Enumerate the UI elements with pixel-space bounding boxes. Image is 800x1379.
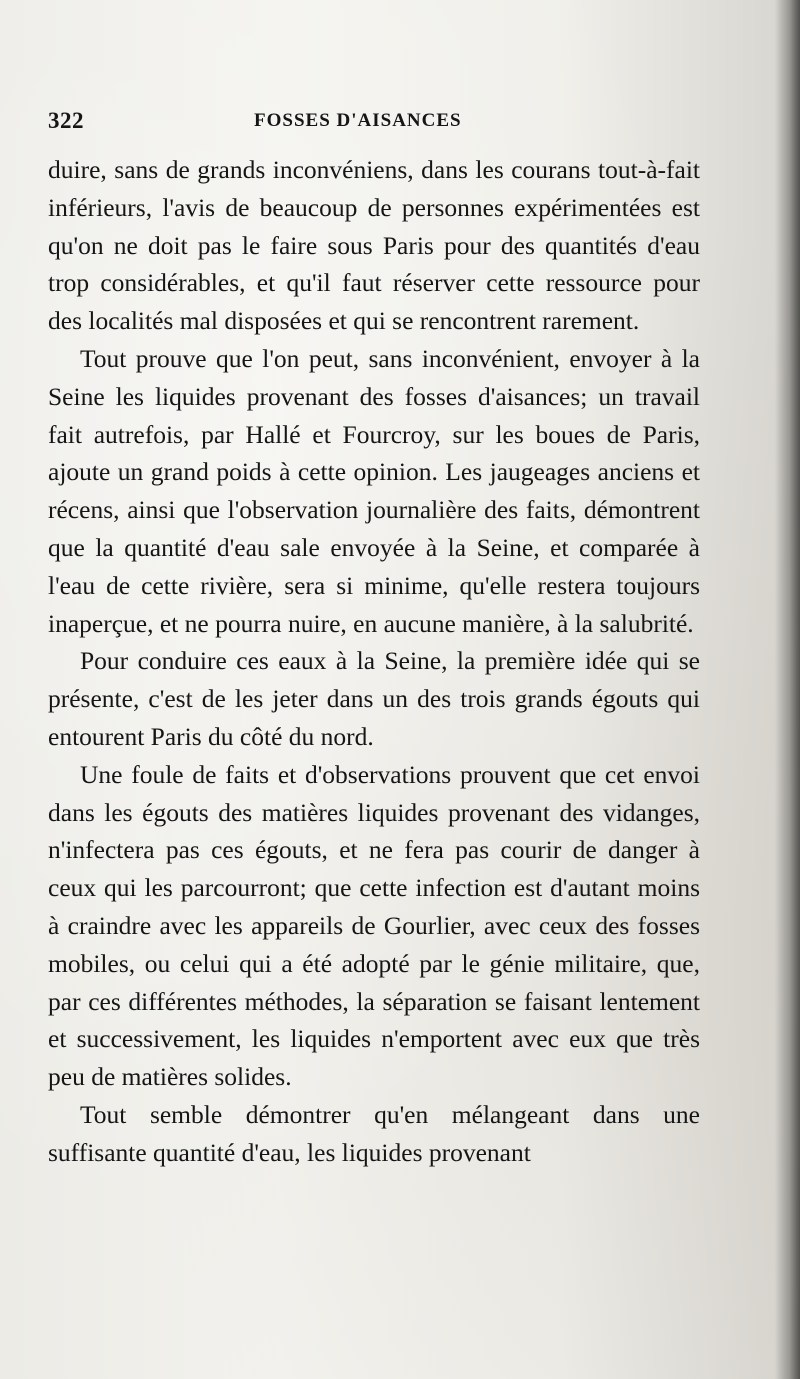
paragraph: Une foule de faits et d'observations prouvent que cet envoi dans les égouts des matières liquides provenant des vidanges, n'infectera pas ces égouts, et ne fera pas courir de danger à ceux qui les parcourront; que cette infection est d'autant moins à craindre avec les appareils de Gourlier, avec ceux des fosses mobiles, ou celui qui a été adopté par le génie militaire, que, par ces différentes méthodes, la séparation se faisant lentement et successivement, les liquides n'emportent avec eux que très peu de matières solides.	[48, 759, 700, 1092]
page-number: 322	[48, 108, 84, 133]
page-header	[48, 108, 698, 148]
paragraph: Pour conduire ces eaux à la Seine, la première idée qui se présente, c'est de les jeter dans un des trois grands égouts qui entourent Paris du côté du nord.	[48, 646, 700, 751]
body-text	[48, 151, 700, 1341]
spine-shadow	[774, 0, 800, 1379]
paragraph: Tout prouve que l'on peut, sans inconvénient, envoyer à la Seine les liquides provenant des fosses d'aisances; un travail fait autrefois, par Hallé et Fourcroy, sur les boues de Paris, ajoute un grand poids à cette opinion. Les jaugeages anciens et récens, ainsi que l'observation journalière des faits, démontrent que la quantité d'eau sale envoyée à la Seine, et comparée à l'eau de cette rivière, sera si minime, qu'elle restera toujours inaperçue, et ne pourra nuire, en aucune manière, à la salubrité.	[48, 343, 700, 638]
paragraph: Tout semble démontrer qu'en mélangeant dans une suffisante quantité d'eau, les liquides provenant	[48, 1099, 700, 1167]
paragraph: duire, sans de grands inconvéniens, dans les courans tout-à-fait inférieurs, l'avis de beaucoup de personnes expérimentées est qu'on ne doit pas le faire sous Paris pour des quantités d'eau trop considérables, et qu'il faut réserver cette ressource pour des localités mal disposées et qui se rencontrent rarement.	[48, 155, 700, 336]
running-title: FOSSES D'AISANCES	[254, 110, 462, 131]
